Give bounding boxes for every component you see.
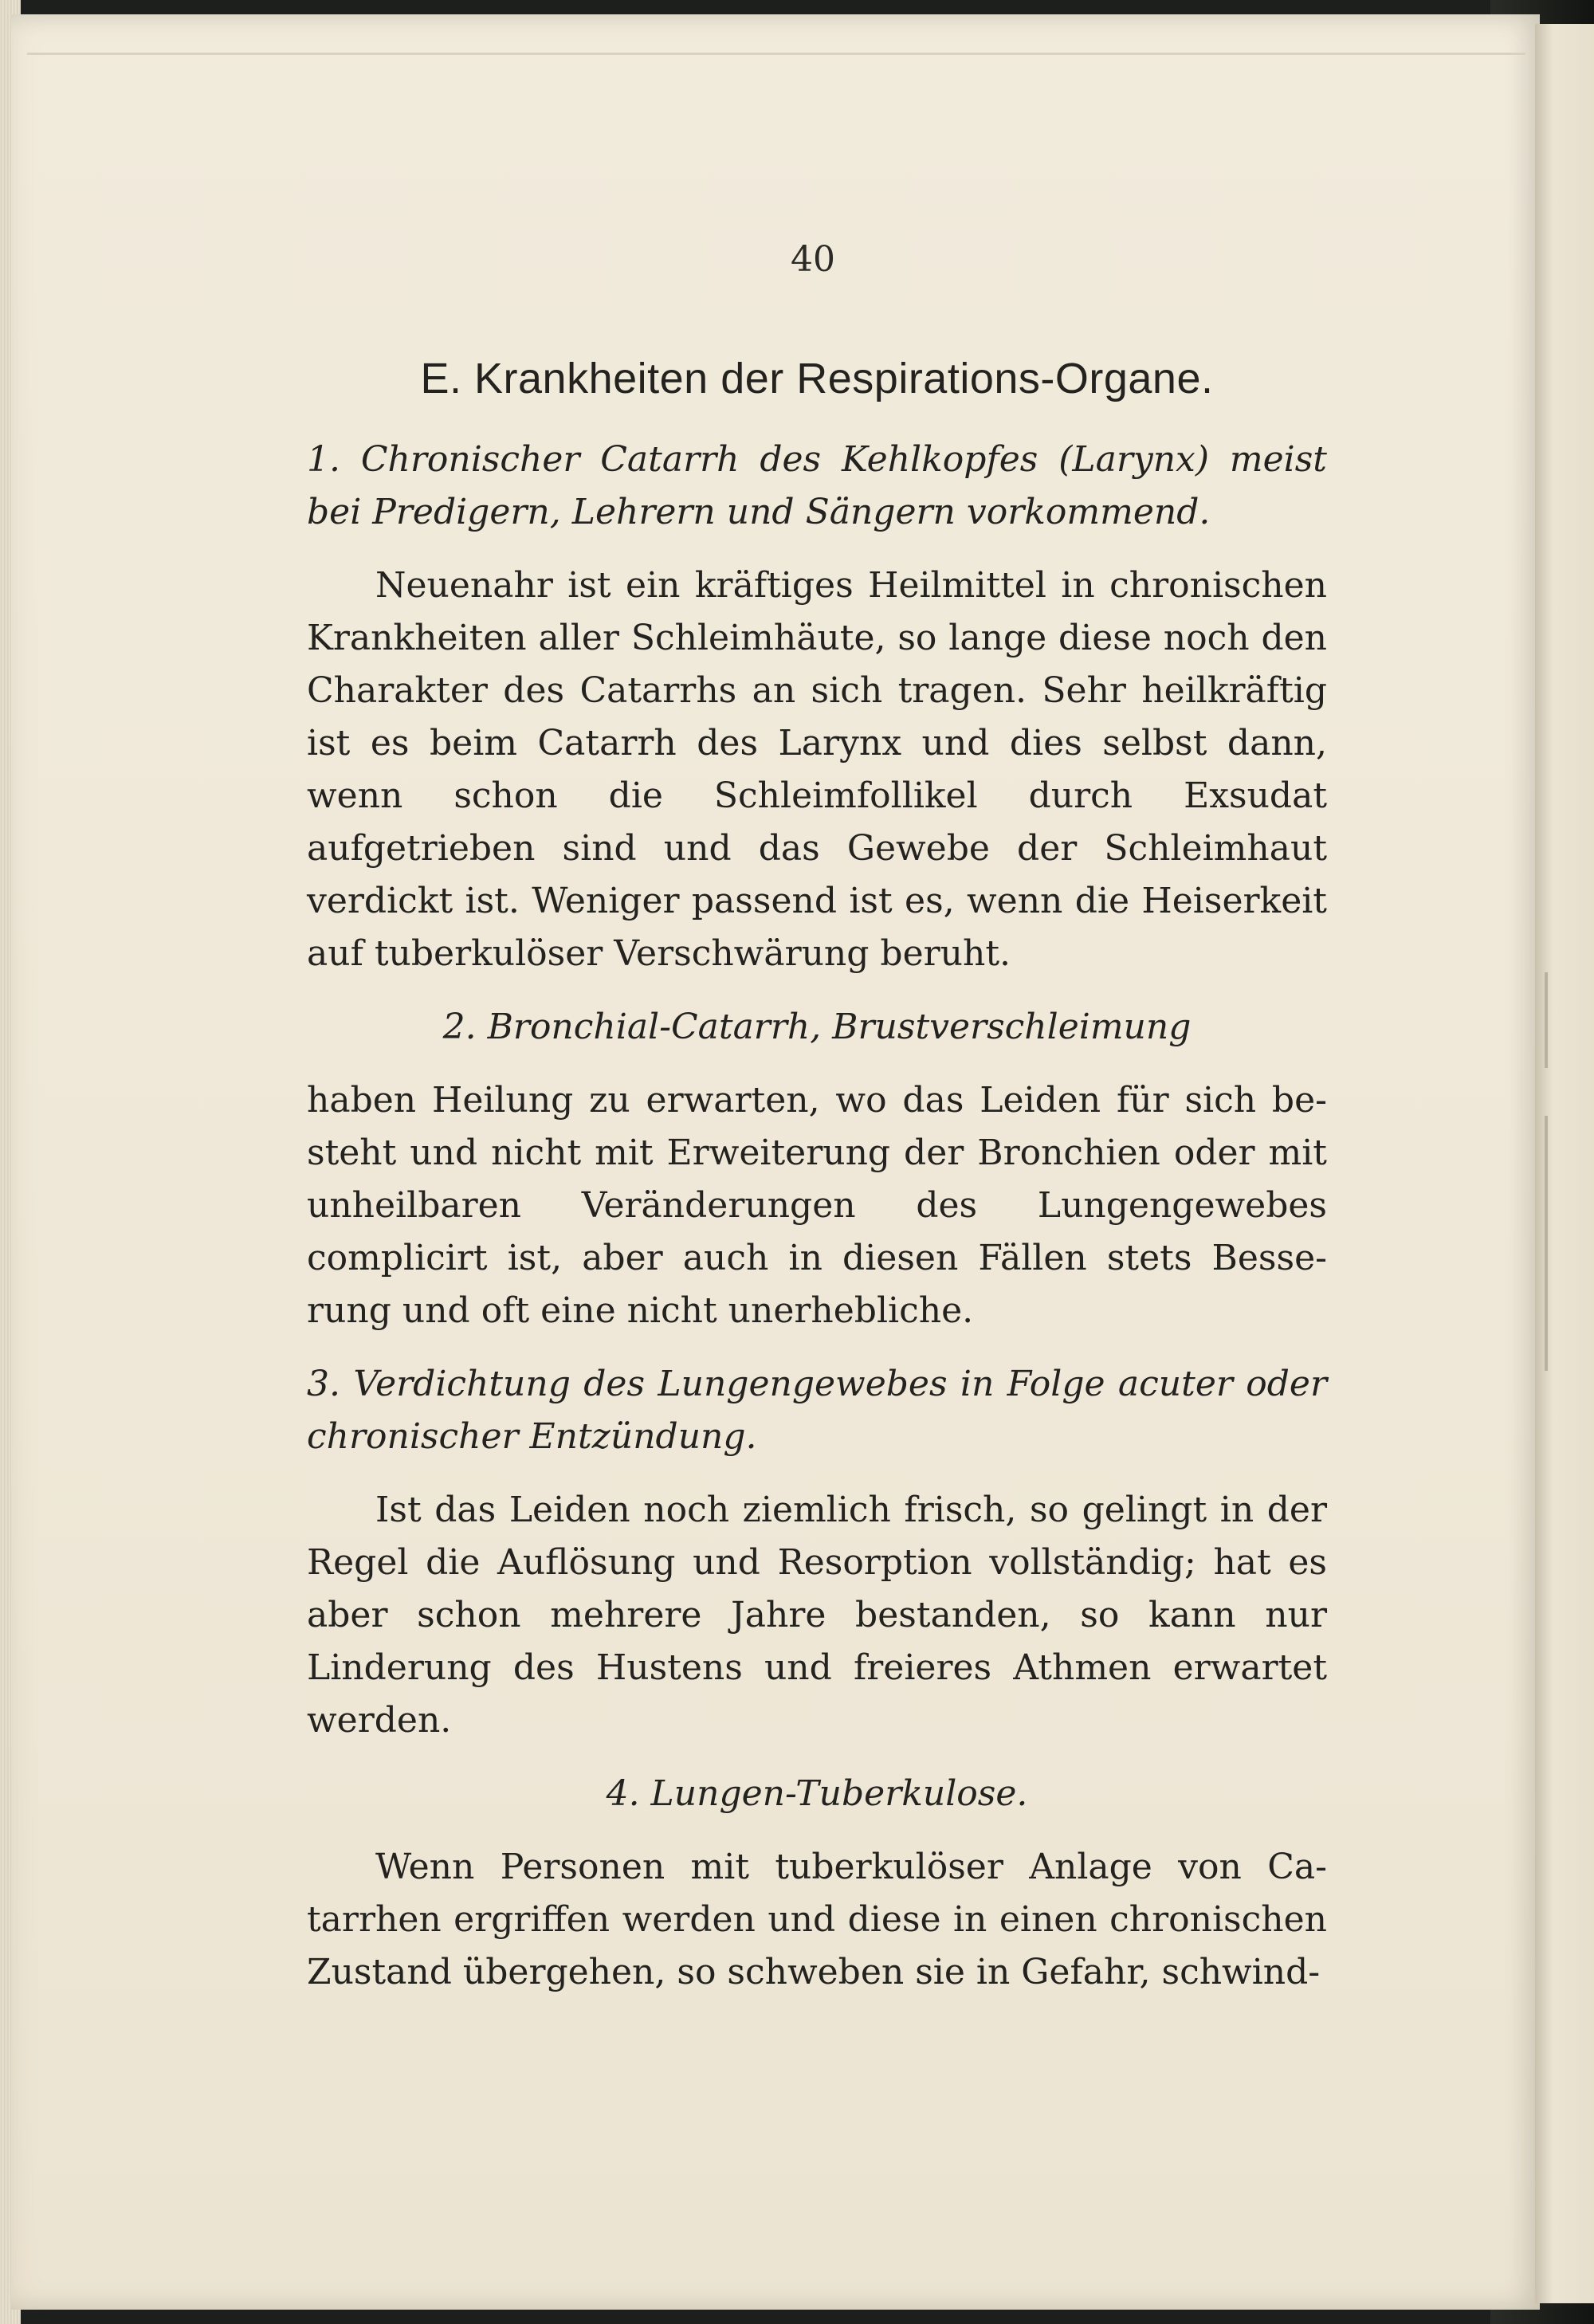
section-title: 2. Bronchial-Catarrh, Brustverschleimung — [442, 1007, 1192, 1047]
section-paragraph: Neuenahr ist ein kräftiges Heilmittel in chronischen Krankheiten aller Schleimhäute, so lange diese noch den Charakter des Catarrhs an sich tragen. Sehr heilkräftig ist es beim Catarrh des Larynx und dies selbst dann, wenn schon die Schleimfollikel durch Exsudat aufgetrieben sind und das Gewebe der Schleimhaut verdickt ist. Weniger passend ist es, wenn die Heiserkeit auf tuberkulöser Verschwärung beruht. — [307, 565, 1327, 974]
margin-mark — [1545, 1116, 1548, 1371]
section-title: 4. Lungen-Tuberkulose. — [606, 1773, 1028, 1814]
section-paragraph: Wenn Personen mit tuberkulöser Anlage von Catarrhen ergriffen werden und diese in einen chronischen Zustand übergehen, so schweben sie in Gefahr, schwind- — [307, 1847, 1327, 1992]
margin-mark — [1545, 972, 1548, 1068]
page-content — [307, 351, 1327, 2020]
section-paragraph: Ist das Leiden noch ziemlich frisch, so gelingt in der Regel die Auflösung und Resorption vollständig; hat es aber schon mehrere Jahre bestanden, so kann nur Linderung des Hustens und freieres Athmen erwartet werden. — [307, 1490, 1327, 1741]
section-paragraph: haben Heilung zu erwarten, wo das Leiden für sich besteht und nicht mit Erweiterung der Bronchien oder mit unheilbaren Veränderungen des Lungengewebes complicirt ist, aber auch in diesen Fällen stets Besserung und oft eine nicht unerhebliche. — [307, 1080, 1327, 1331]
section-title: 1. Chronischer Catarrh des Kehlkopfes (Larynx) meist bei Predigern, Lehrern und Sängern vorkommend. — [307, 439, 1327, 532]
section-title: 3. Verdichtung des Lungengewebes in Folge acuter oder chronischer Entzündung. — [307, 1364, 1327, 1457]
page-number: 40 — [791, 239, 835, 280]
chapter-heading: E. Krankheiten der Respirations-Organe. — [420, 355, 1214, 402]
page-top-rule — [27, 53, 1525, 55]
